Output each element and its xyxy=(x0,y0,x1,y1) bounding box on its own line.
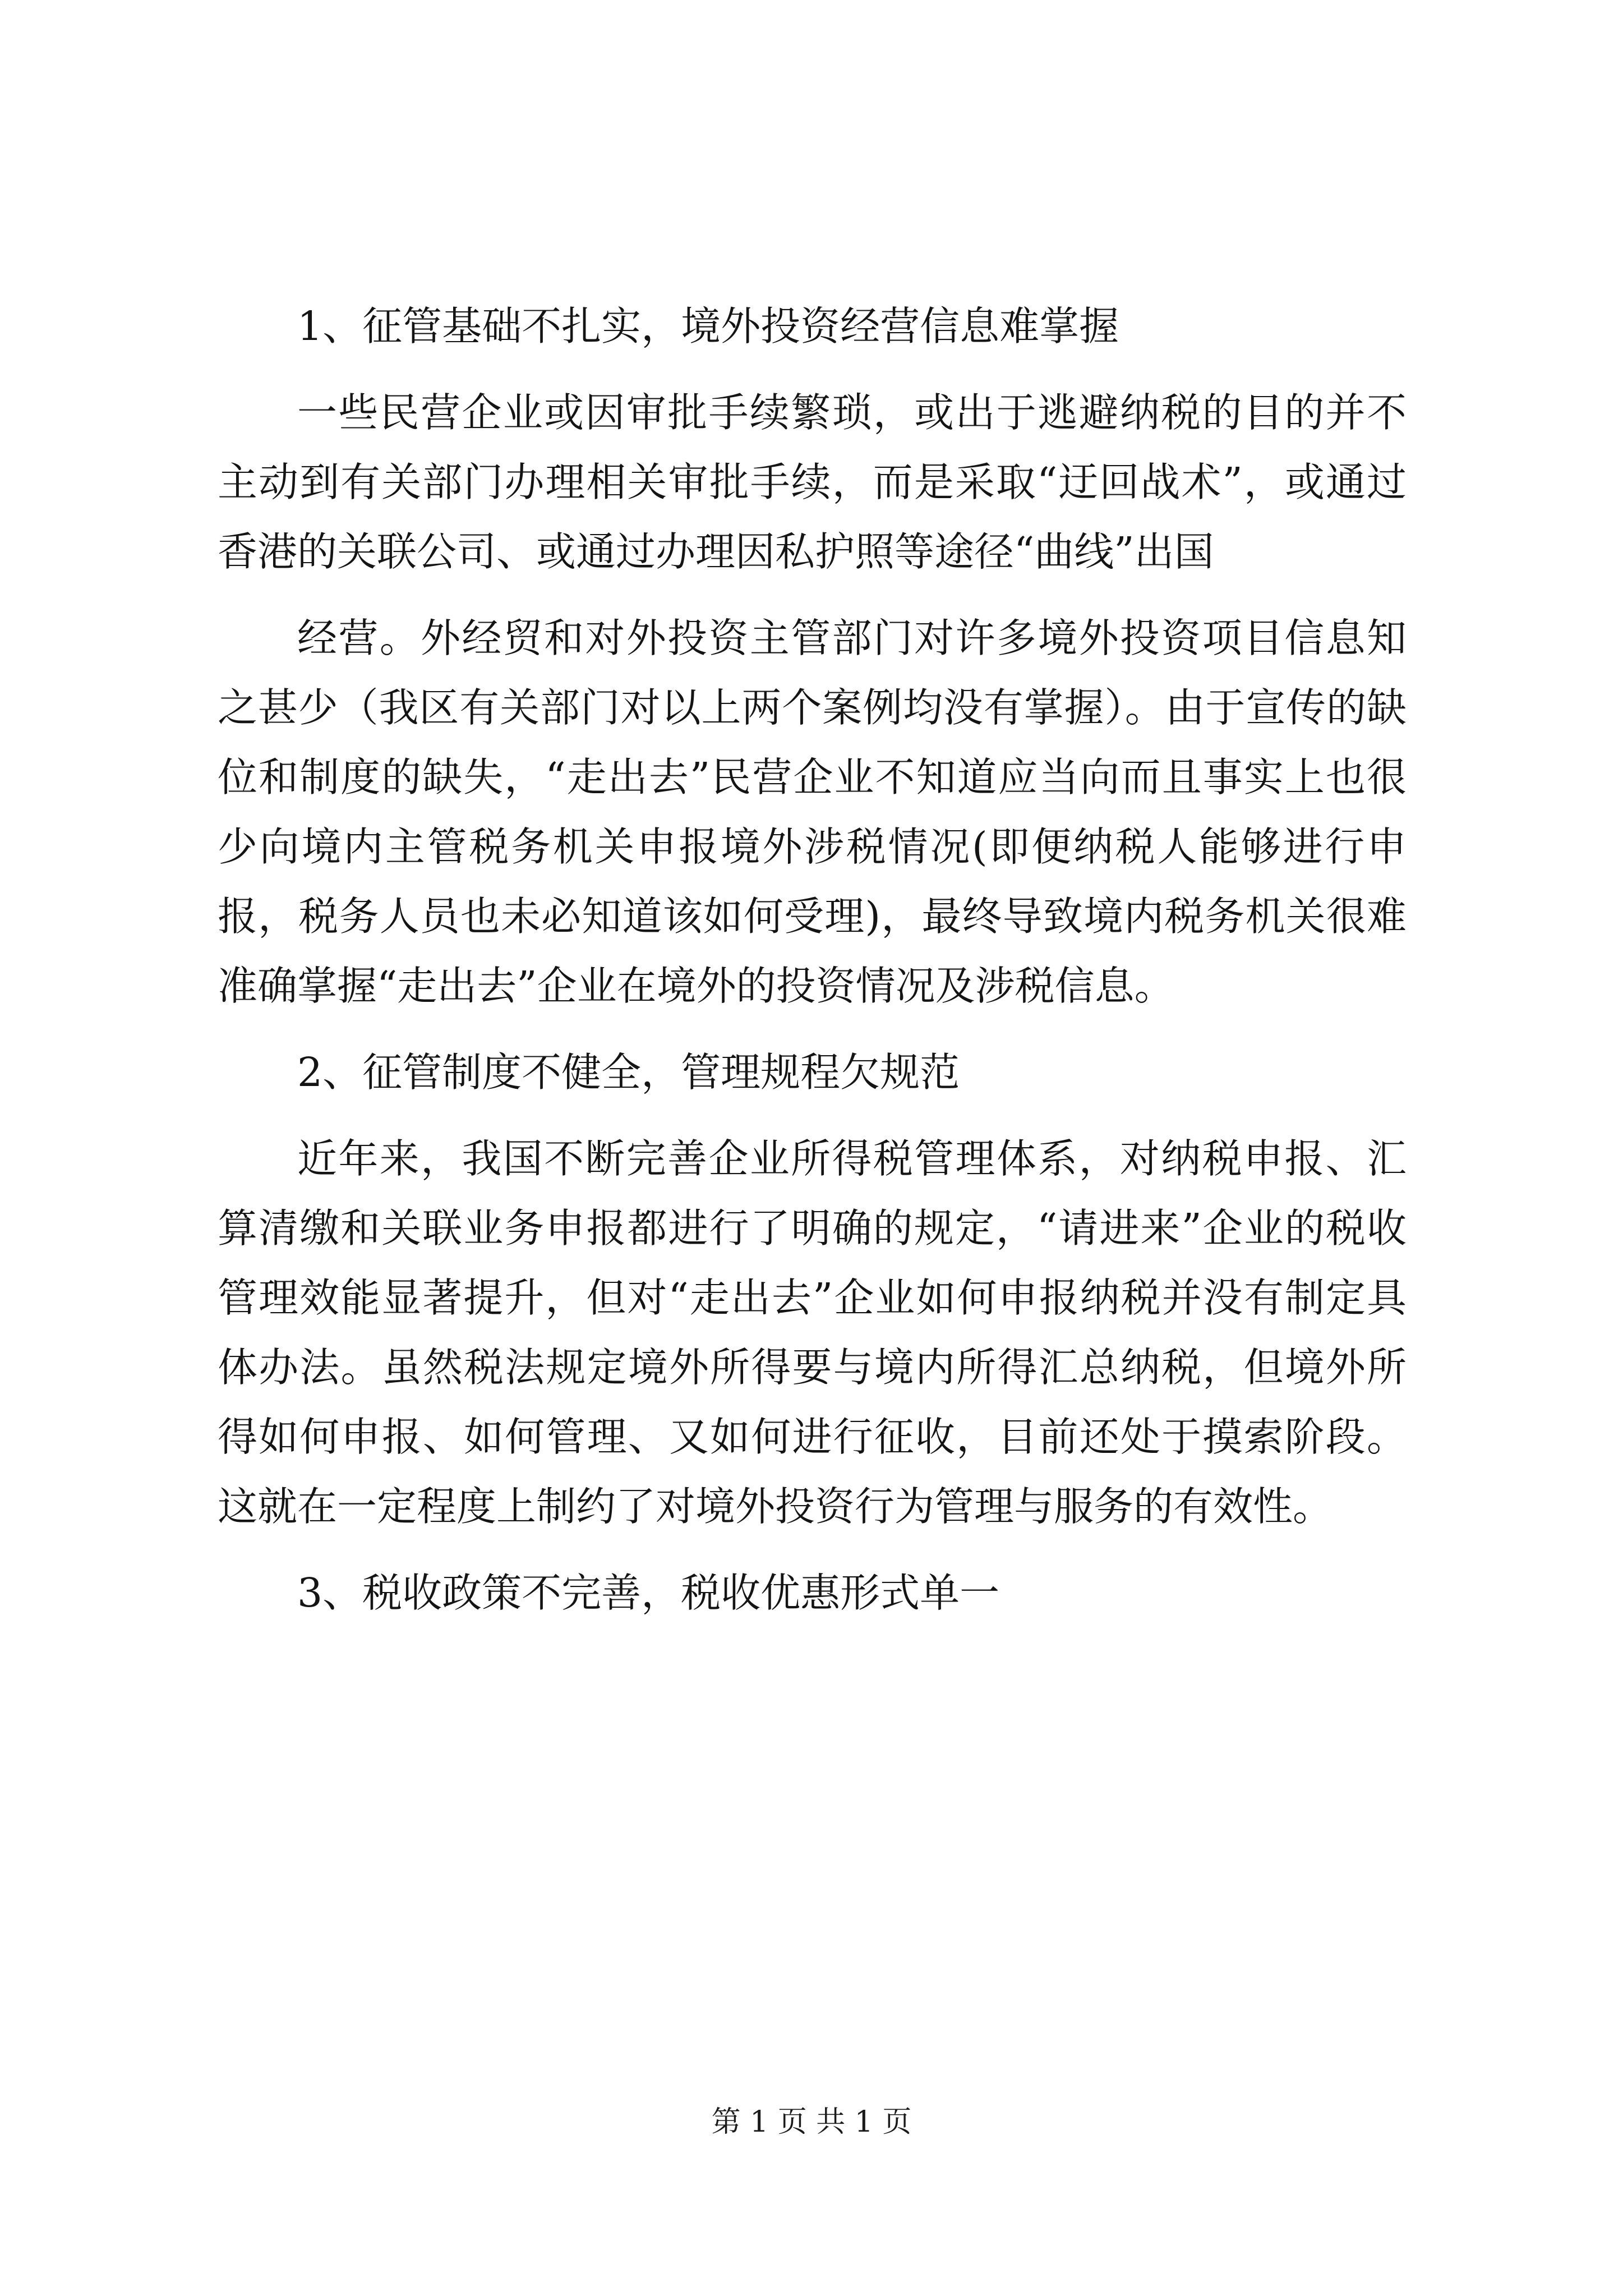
page-footer: 第 1 页 共 1 页 xyxy=(711,2105,912,2139)
section-1-paragraph-2: 经营。外经贸和对外投资主管部门对许多境外投资项目信息知之甚少（我区有关部门对以上两个案例均没有掌握）。由于宣传的缺位和制度的缺失，“走出去”民营企业不知道应当向而且事实上也很少向境内主管税务机关申报境外涉税情况(即便纳税人能够进行申报，税务人员也未必知道该如何受理)，最终导致境内税务机关很难准确掌握“走出去”企业在境外的投资情况及涉税信息。 xyxy=(218,615,1407,1009)
section-1-paragraph-1: 一些民营企业或因审批手续繁琐，或出于逃避纳税的目的并不主动到有关部门办理相关审批手续，而是采取“迂回战术”，或通过香港的关联公司、或通过办理因私护照等途径“曲线”出国 xyxy=(218,389,1407,575)
document-body xyxy=(218,292,1407,1645)
section-1-heading: 1、征管基础不扎实，境外投资经营信息难掌握 xyxy=(297,303,1119,349)
section-2-heading: 2、征管制度不健全，管理规程欠规范 xyxy=(297,1049,960,1096)
section-3-heading: 3、税收政策不完善，税收优惠形式单一 xyxy=(297,1570,1000,1616)
section-2-paragraph-1: 近年来，我国不断完善企业所得税管理体系，对纳税申报、汇算清缴和关联业务申报都进行了明确的规定，“请进来”企业的税收管理效能显著提升，但对“走出去”企业如何申报纳税并没有制定具体办法。虽然税法规定境外所得要与境内所得汇总纳税，但境外所得如何申报、如何管理、又如何进行征收，目前还处于摸索阶段。这就在一定程度上制约了对境外投资行为管理与服务的有效性。 xyxy=(218,1135,1407,1530)
